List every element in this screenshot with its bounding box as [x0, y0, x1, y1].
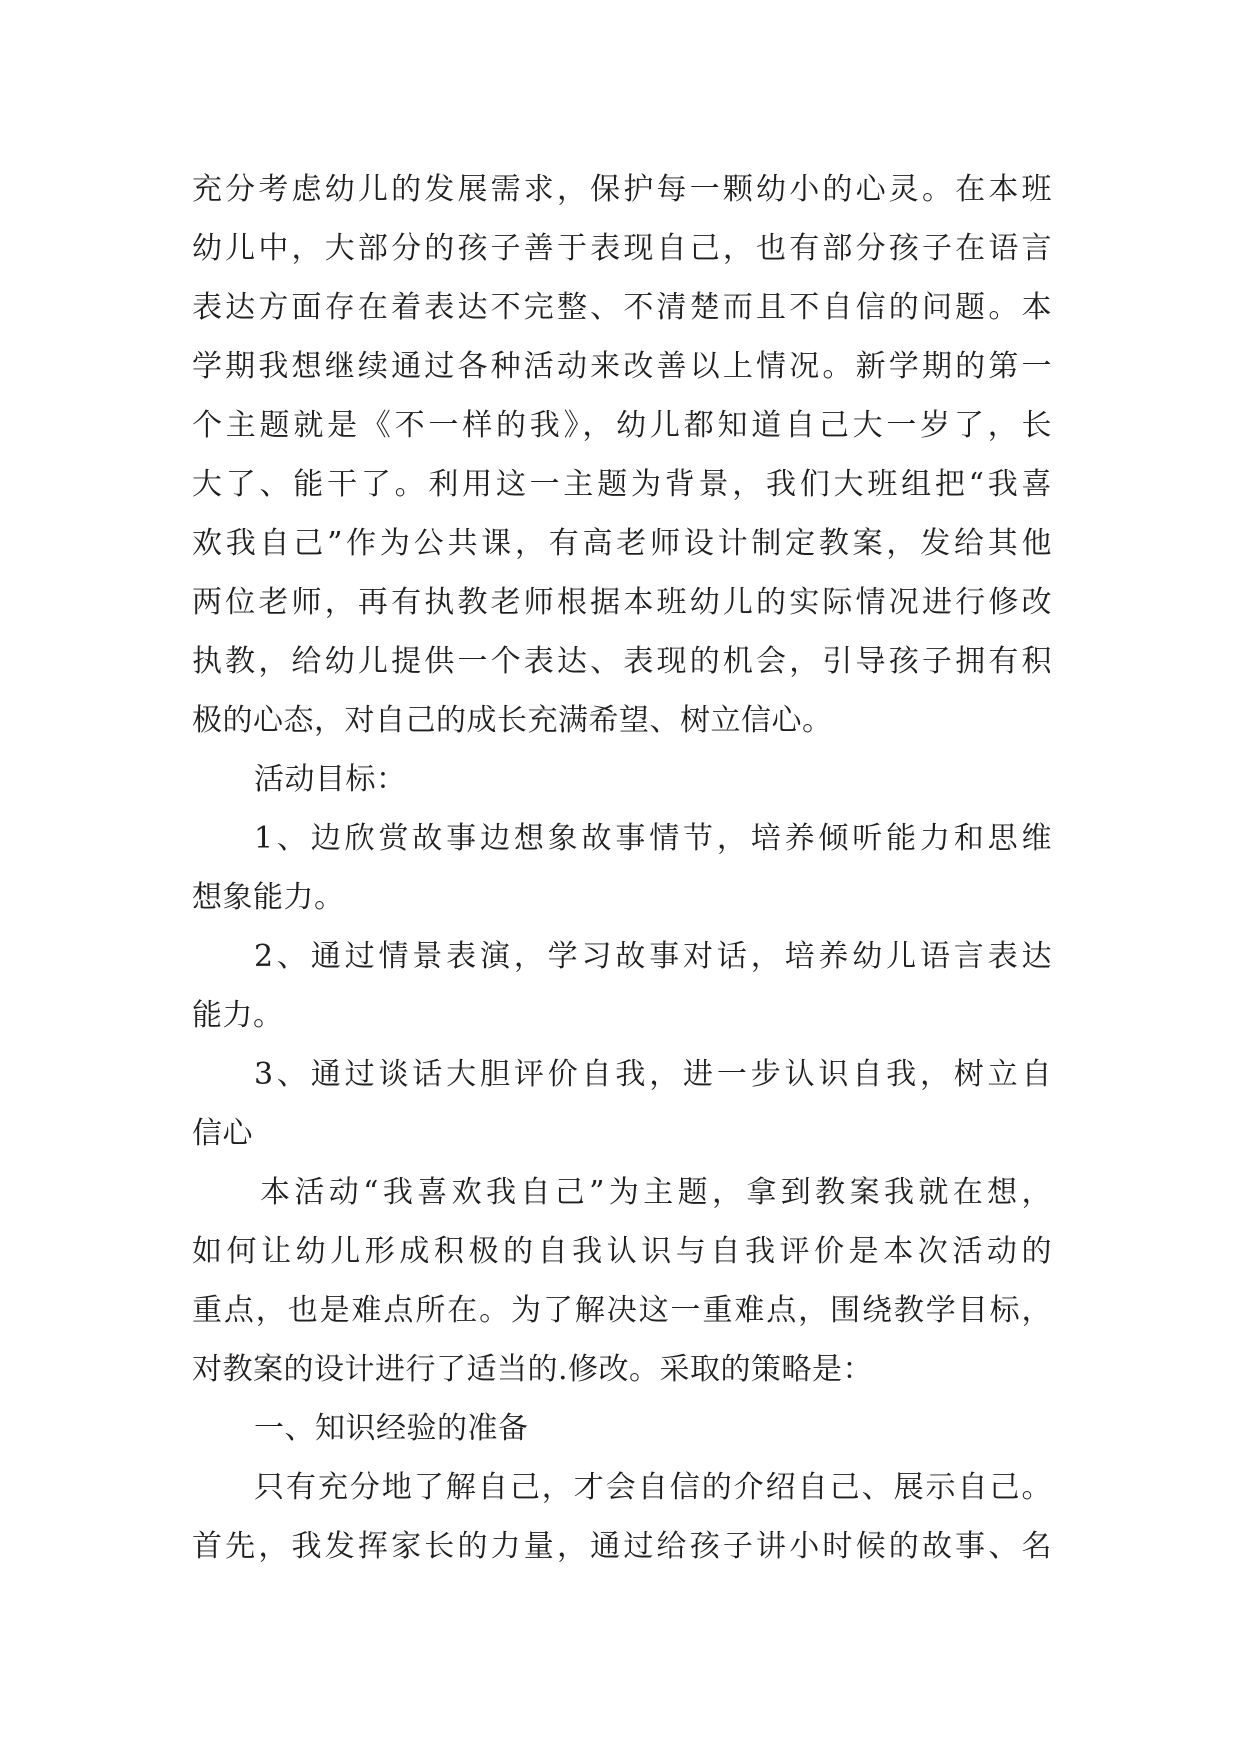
text-line: 学期我想继续通过各种活动来改善以上情况。新学期的第一: [192, 349, 1052, 384]
text-line: 能力。: [192, 998, 284, 1033]
text-line: 个主题就是《不一样的我》，幼儿都知道自己大一岁了，长: [192, 408, 1052, 443]
text-line: 极的心态，对自己的成长充满希望、树立信心。: [192, 703, 833, 738]
section-heading: 活动目标：: [254, 762, 407, 797]
text-line: 本活动“我喜欢我自己”为主题，拿到教案我就在想，: [260, 1175, 1052, 1210]
list-item: 3、通过谈话大胆评价自我，进一步认识自我，树立自: [254, 1057, 1052, 1092]
text-line: 只有充分地了解自己，才会自信的介绍自己、展示自己。: [254, 1470, 1052, 1505]
list-item: 2、通过情景表演，学习故事对话，培养幼儿语言表达: [254, 939, 1052, 974]
text-line: 欢我自己”作为公共课，有高老师设计制定教案，发给其他: [192, 526, 1052, 561]
text-line: 想象能力。: [192, 880, 345, 915]
text-line: 表达方面存在着表达不完整、不清楚而且不自信的问题。本: [192, 290, 1052, 325]
text-line: 幼儿中，大部分的孩子善于表现自己，也有部分孩子在语言: [192, 231, 1052, 266]
text-line: 首先，我发挥家长的力量，通过给孩子讲小时候的故事、名: [192, 1529, 1052, 1564]
section-heading: 一、知识经验的准备: [254, 1411, 529, 1446]
text-line: 如何让幼儿形成积极的自我认识与自我评价是本次活动的: [192, 1234, 1052, 1269]
text-line: 两位老师，再有执教老师根据本班幼儿的实际情况进行修改: [192, 585, 1052, 620]
text-line: 重点，也是难点所在。为了解决这一重难点，围绕教学目标，: [192, 1293, 1052, 1328]
text-line: 充分考虑幼儿的发展需求，保护每一颗幼小的心灵。在本班: [192, 172, 1052, 207]
body-text: [192, 160, 1052, 1576]
text-line: 大了、能干了。利用这一主题为背景，我们大班组把“我喜: [192, 467, 1052, 502]
text-line: 对教案的设计进行了适当的.修改。采取的策略是：: [192, 1352, 874, 1387]
list-item: 1、边欣赏故事边想象故事情节，培养倾听能力和思维: [254, 821, 1052, 856]
text-line: 执教，给幼儿提供一个表达、表现的机会，引导孩子拥有积: [192, 644, 1052, 679]
text-line: 信心: [192, 1116, 253, 1151]
